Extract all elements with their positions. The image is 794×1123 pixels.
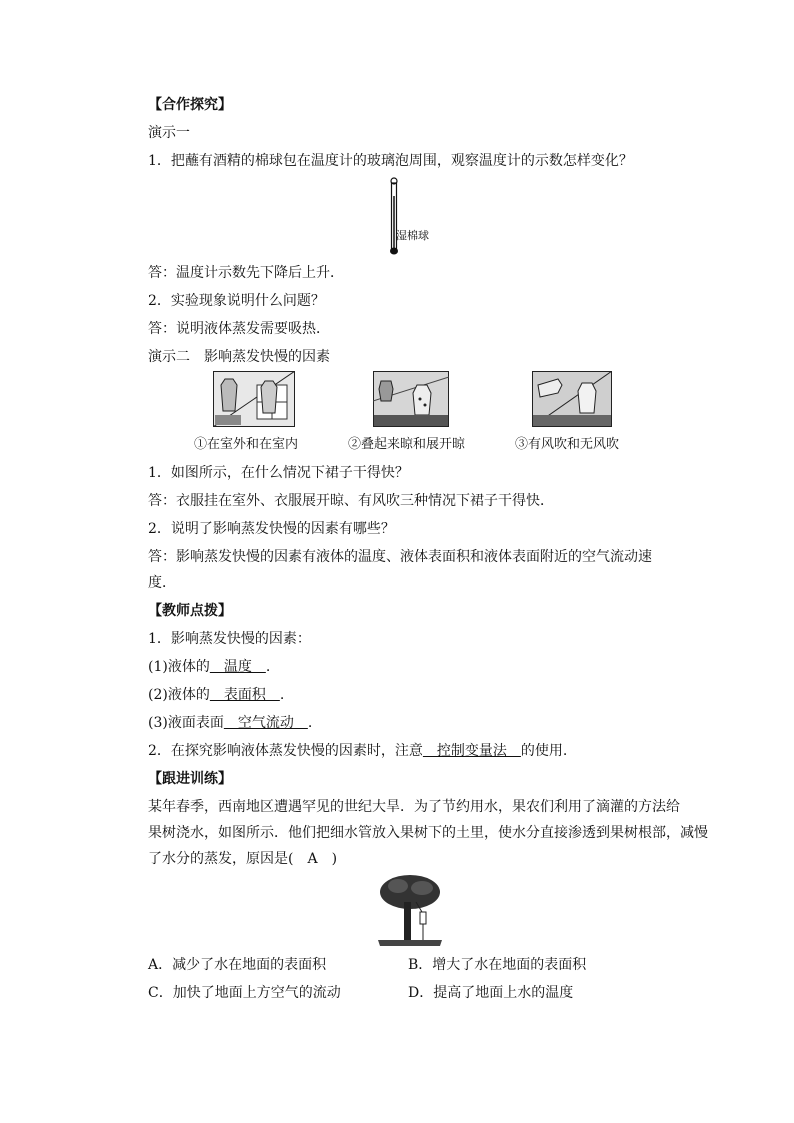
caption-folded-spread: ②叠起来晾和展开晾 bbox=[348, 437, 466, 452]
factor-suffix: . bbox=[265, 659, 271, 675]
fill-blank-temperature: 温度 bbox=[209, 659, 266, 675]
demo1-question1: 1．把蘸有酒精的棉球包在温度计的玻璃泡周围，观察温度计的示数怎样变化？ bbox=[148, 153, 633, 169]
practice-text-line3: 了水分的蒸发，原因是( A ) bbox=[148, 851, 338, 867]
demo2-question2: 2．说明了影响蒸发快慢的因素有哪些？ bbox=[148, 521, 395, 537]
fill-blank-surface-area: 表面积 bbox=[209, 687, 280, 703]
demo2-answer2-line1: 答：影响蒸发快慢的因素有液体的温度、液体表面积和液体表面附近的空气流动速 bbox=[148, 549, 652, 565]
indoor-outdoor-drying-image bbox=[213, 371, 295, 427]
demo2-title: 演示二 影响蒸发快慢的因素 bbox=[148, 349, 330, 365]
point2-suffix: 的使用. bbox=[520, 743, 568, 759]
demo2-answer2-line2: 度． bbox=[148, 575, 176, 591]
windy-calm-drying-image bbox=[532, 371, 612, 427]
practice-text-line1: 某年春季，西南地区遭遇罕见的世纪大旱．为了节约用水，果农们利用了滴灌的方法给 bbox=[148, 799, 680, 815]
section-heading-teacher: 【教师点拨】 bbox=[148, 603, 232, 619]
thermometer-label: 湿棉球 bbox=[396, 229, 429, 242]
folded-spread-drying-image bbox=[373, 371, 449, 427]
section-heading-practice: 【跟进训练】 bbox=[148, 771, 232, 787]
teacher-point2 bbox=[148, 742, 648, 760]
caption-indoor-outdoor: ①在室外和在室内 bbox=[194, 437, 299, 452]
factor-suffix: . bbox=[307, 715, 313, 731]
option-c: C．加快了地面上方空气的流动 bbox=[148, 985, 341, 1001]
practice-text-line2: 果树浇水，如图所示．他们把细水管放入果树下的土里，使水分直接渗透到果树根部，减慢 bbox=[148, 825, 708, 841]
factor-prefix: (2)液体的 bbox=[148, 687, 210, 703]
option-d: D．提高了地面上水的温度 bbox=[408, 985, 574, 1001]
demo1-answer1: 答：温度计示数先下降后上升． bbox=[148, 265, 344, 281]
factor-temperature bbox=[148, 658, 648, 676]
teacher-point1: 1．影响蒸发快慢的因素： bbox=[148, 631, 311, 647]
demo1-answer2: 答：说明液体蒸发需要吸热． bbox=[148, 321, 330, 337]
demo2-question1: 1．如图所示，在什么情况下裙子干得快？ bbox=[148, 465, 409, 481]
factor-prefix: (1)液体的 bbox=[148, 659, 210, 675]
factor-prefix: (3)液面表面 bbox=[148, 715, 224, 731]
demo2-answer1: 答：衣服挂在室外、衣服展开晾、有风吹三种情况下裙子干得快． bbox=[148, 493, 554, 509]
fill-blank-control-variable: 控制变量法 bbox=[422, 743, 521, 759]
factor-suffix: . bbox=[279, 687, 285, 703]
factor-air-flow bbox=[148, 714, 648, 732]
drip-irrigation-tree-image bbox=[376, 872, 444, 948]
demo1-question2: 2．实验现象说明什么问题？ bbox=[148, 293, 325, 309]
option-b: B．增大了水在地面的表面积 bbox=[408, 957, 587, 973]
caption-windy-calm: ③有风吹和无风吹 bbox=[515, 437, 620, 452]
fill-blank-air-flow: 空气流动 bbox=[223, 715, 308, 731]
point2-prefix: 2．在探究影响液体蒸发快慢的因素时，注意 bbox=[148, 743, 423, 759]
option-a: A．减少了水在地面的表面积 bbox=[148, 957, 327, 973]
factor-surface-area bbox=[148, 686, 648, 704]
section-heading-cooperate: 【合作探究】 bbox=[148, 97, 232, 113]
demo1-title: 演示一 bbox=[148, 125, 190, 141]
thermometer-figure bbox=[380, 176, 440, 256]
